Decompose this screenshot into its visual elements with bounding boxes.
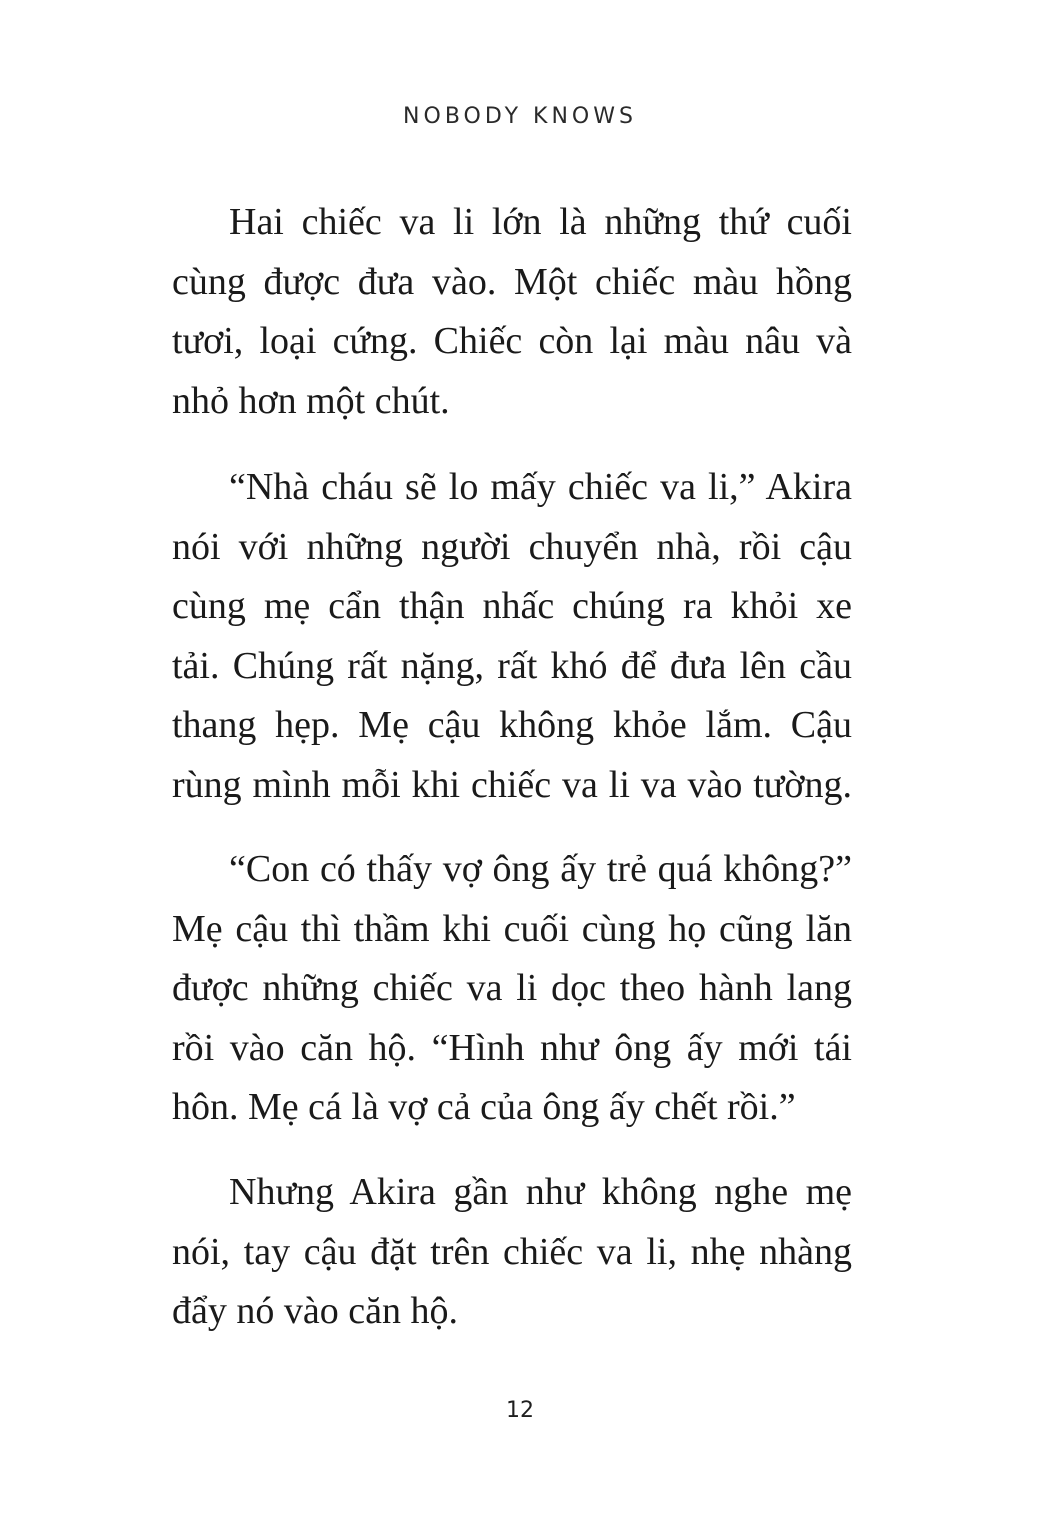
text-line: được những chiếc va li dọc theo hành lang bbox=[172, 967, 852, 1009]
text-line: Hai chiếc va li lớn là những thứ cuối bbox=[229, 201, 852, 243]
text-line: đẩy nó vào căn hộ. bbox=[172, 1290, 458, 1332]
text-line: thang hẹp. Mẹ cậu không khỏe lắm. Cậu bbox=[172, 704, 852, 746]
text-line: rồi vào căn hộ. “Hình như ông ấy mới tái bbox=[172, 1026, 852, 1069]
text-line: “Nhà cháu sẽ lo mấy chiếc va li,” Akira bbox=[229, 466, 852, 508]
text-line: hôn. Mẹ cá là vợ cả của ông ấy chết rồi.” bbox=[172, 1086, 796, 1128]
paragraph-3 bbox=[172, 840, 852, 1138]
paragraph-4 bbox=[172, 1163, 852, 1342]
page-number: 12 bbox=[506, 1398, 534, 1423]
text-line: Nhưng Akira gần như không nghe mẹ bbox=[229, 1171, 852, 1213]
text-line: nhỏ hơn một chút. bbox=[172, 379, 450, 422]
paragraph-1 bbox=[172, 193, 852, 431]
text-line: tải. Chúng rất nặng, rất khó để đưa lên cầu bbox=[172, 644, 852, 687]
text-line: Mẹ cậu thì thầm khi cuối cùng họ cũng lăn bbox=[172, 907, 852, 950]
text-line: rùng mình mỗi khi chiếc va li va vào tường. bbox=[172, 763, 852, 806]
text-line: tươi, loại cứng. Chiếc còn lại màu nâu và bbox=[172, 320, 852, 362]
running-header-title: NOBODY KNOWS bbox=[403, 104, 637, 129]
text-line: cùng được đưa vào. Một chiếc màu hồng bbox=[172, 260, 852, 303]
paragraph-2 bbox=[172, 458, 852, 815]
text-line: nói với những người chuyển nhà, rồi cậu bbox=[172, 525, 852, 568]
text-line: nói, tay cậu đặt trên chiếc va li, nhẹ nhàng bbox=[172, 1230, 852, 1273]
text-line: cùng mẹ cẩn thận nhấc chúng ra khỏi xe bbox=[172, 585, 852, 627]
text-line: “Con có thấy vợ ông ấy trẻ quá không?” bbox=[229, 848, 852, 890]
